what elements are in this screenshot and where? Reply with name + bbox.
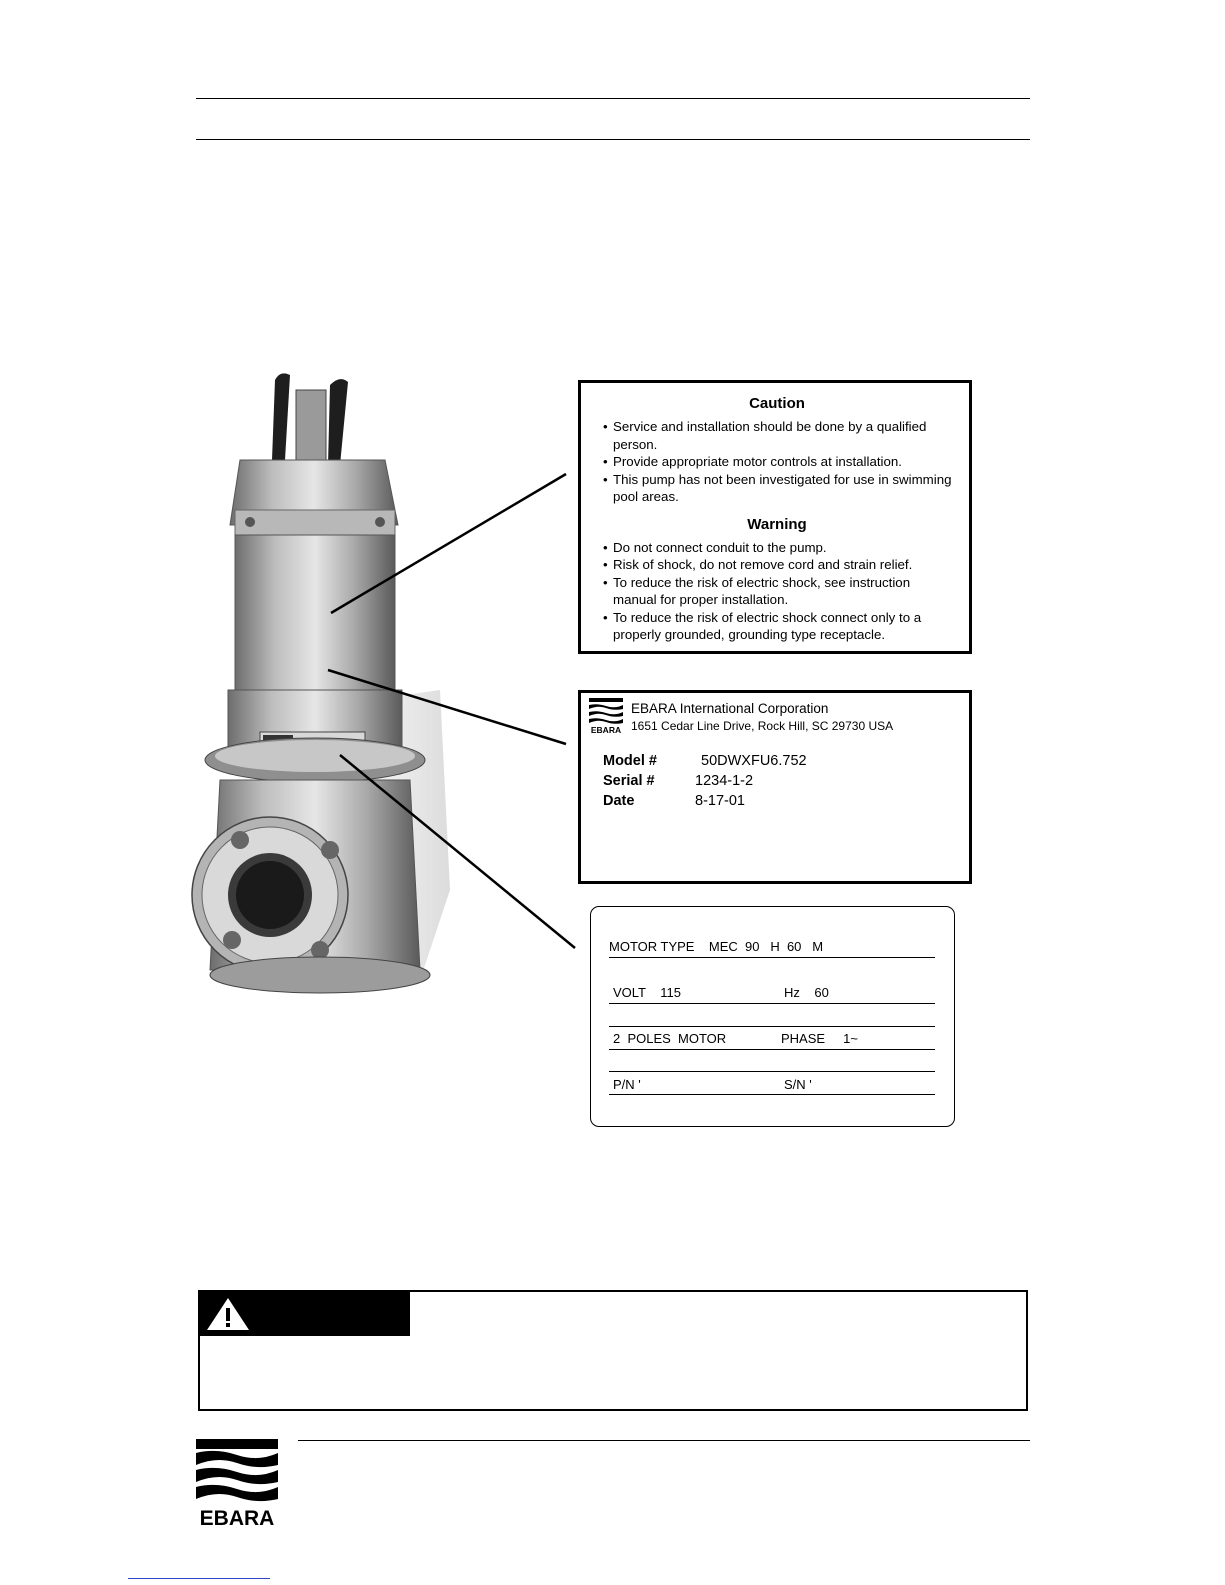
date-value: 8-17-01 bbox=[695, 793, 745, 809]
company-name: EBARA International Corporation bbox=[631, 701, 829, 716]
date-row bbox=[603, 793, 745, 809]
plate-line bbox=[609, 957, 935, 958]
ebara-logo bbox=[196, 1439, 278, 1531]
motor-plate bbox=[590, 906, 955, 1127]
pn: P/N ' bbox=[613, 1077, 641, 1092]
company-address: 1651 Cedar Line Drive, Rock Hill, SC 29730 USA bbox=[631, 719, 894, 733]
model-label: Model # bbox=[603, 753, 657, 769]
warning-tab bbox=[200, 1292, 410, 1336]
warning-item: • To reduce the risk of electric shock connect only to a properly grounded, grounding type receptacle. bbox=[603, 609, 922, 642]
volt: VOLT 115 bbox=[613, 985, 681, 1000]
caution-heading: Caution bbox=[749, 395, 805, 412]
warning-panel bbox=[198, 1290, 1028, 1411]
date-label: Date bbox=[603, 793, 635, 809]
footer-rule bbox=[298, 1440, 1030, 1441]
footer-link-underline[interactable] bbox=[128, 1578, 270, 1579]
serial-nameplate bbox=[578, 690, 972, 884]
plate-line bbox=[609, 1071, 935, 1072]
caution-item: • Service and installation should be done by a qualified person. bbox=[603, 419, 927, 452]
sn: S/N ' bbox=[784, 1077, 812, 1092]
warning-item: • Do not connect conduit to the pump. bbox=[603, 539, 827, 555]
serial-value: 1234-1-2 bbox=[695, 773, 754, 789]
serial-label: Serial # bbox=[603, 773, 655, 789]
hz: Hz 60 bbox=[784, 985, 829, 1000]
poles: 2 POLES MOTOR bbox=[613, 1031, 727, 1046]
warning-heading: Warning bbox=[747, 515, 807, 533]
ebara-small-logo bbox=[589, 698, 623, 739]
warning-triangle-icon bbox=[205, 1296, 251, 1332]
plate-line bbox=[609, 1049, 935, 1050]
caution-item: • This pump has not been investigated for use in swimming pool areas. bbox=[603, 471, 952, 504]
motor-type: MOTOR TYPE MEC 90 H 60 M bbox=[609, 939, 824, 954]
plate-line bbox=[609, 1026, 935, 1027]
warning-item: • Risk of shock, do not remove cord and strain relief. bbox=[603, 557, 913, 572]
plate-line bbox=[609, 1003, 935, 1004]
caution-warning-label bbox=[578, 380, 972, 654]
warning-list bbox=[599, 539, 955, 644]
serial-row bbox=[603, 773, 753, 789]
phase: PHASE 1~ bbox=[781, 1031, 858, 1046]
plate-line bbox=[609, 1094, 935, 1095]
caution-list bbox=[599, 418, 955, 506]
model-row bbox=[603, 753, 807, 769]
warning-item: • To reduce the risk of electric shock, see instruction manual for proper installation. bbox=[603, 574, 911, 607]
model-value: 50DWXFU6.752 bbox=[701, 753, 807, 769]
nameplate-logo-text: EBARA bbox=[590, 725, 622, 734]
caution-item: • Provide appropriate motor controls at installation. bbox=[603, 454, 902, 469]
footer-logo-text: EBARA bbox=[199, 1507, 275, 1530]
